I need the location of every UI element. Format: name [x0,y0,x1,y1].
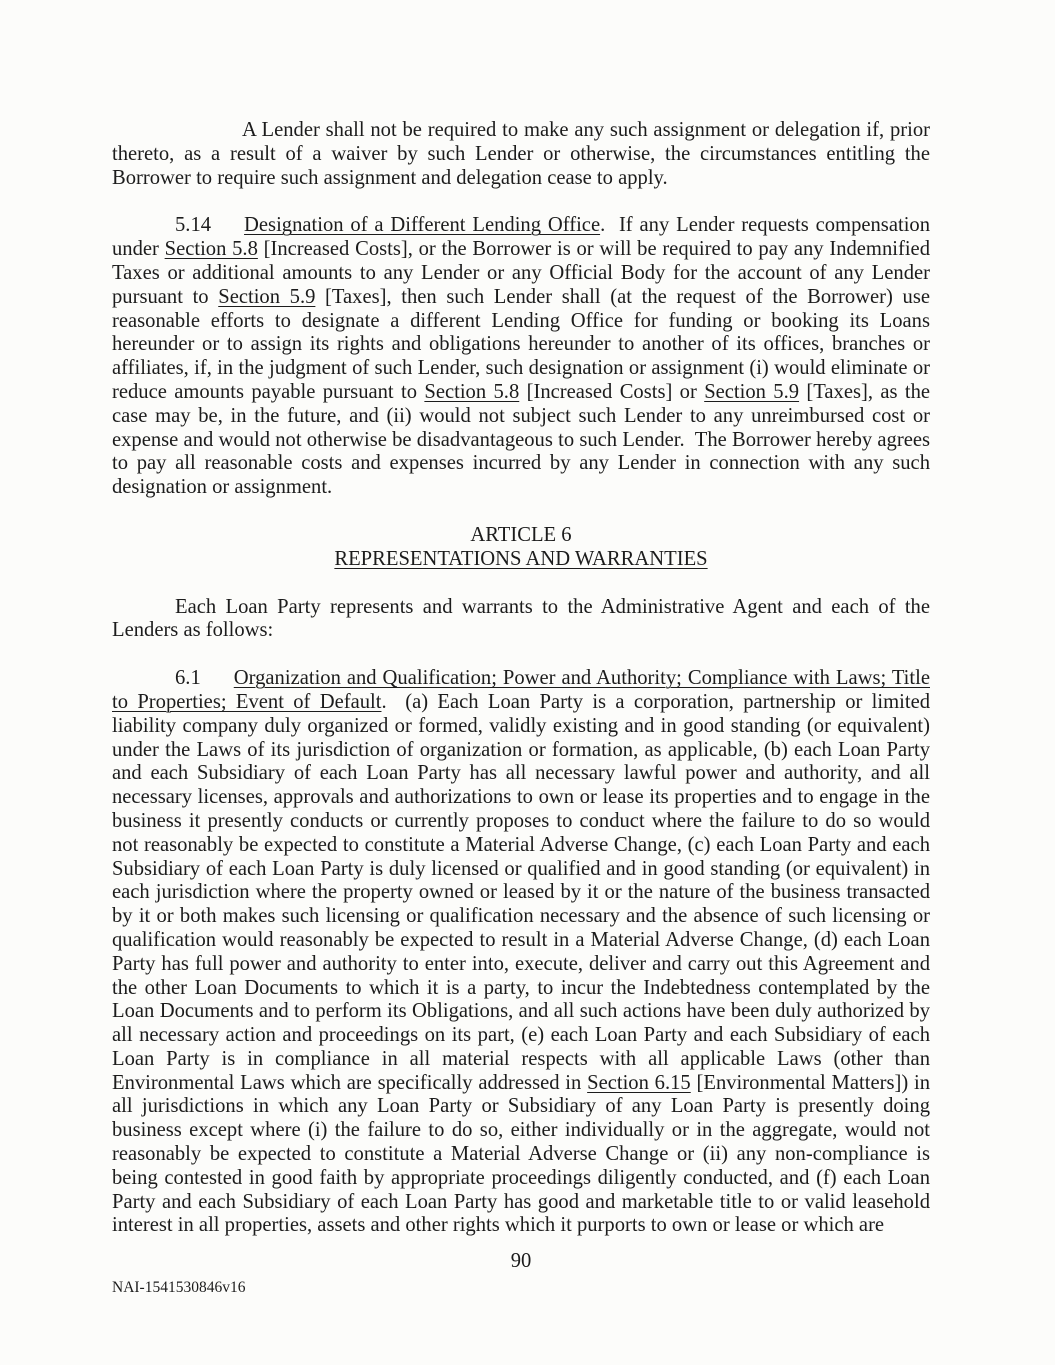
paragraph-lender-assignment-waiver [112,119,930,190]
section-ref: Section 5.8 [424,380,520,403]
text-run: Each Loan Party represents and warrants to the Administrative Agent and each of the Lenders as follows: [112,595,930,642]
text-run: [Taxes], then such Lender shall (at the request of the Borrower) use reasonable efforts to designate a different Lending Office for funding or booking its Loans hereunder or to assign its rights and obligations hereunder to another of its offices, branches or affiliates, if, in the judgment of such Lender, such designation or assignment (i) would eliminate or reduce amounts payable pursuant to [112,285,930,403]
document-body [112,119,930,1238]
section-5-14-designation-lending-office [112,214,930,500]
text-run: A Lender shall not be required to make any such assignment or delegation if, prior thereto, as a result of a waiver by such Lender or otherwise, the circumstances entitling the Borrower to require such assignment and delegation cease to apply. [112,119,930,189]
section-ref: Section 5.9 [704,380,800,403]
article-6-lead-in-paragraph [112,596,930,644]
section-title: Designation of a Different Lending Office [244,214,601,237]
section-ref: Section 5.8 [164,238,258,261]
article-6-title-heading [112,548,930,572]
document-id-stamp: NAI-1541530846v16 [112,1279,246,1296]
article-6-number-heading [112,524,930,548]
text-run: . If any Lender requests compensation under [112,214,931,261]
article-title: REPRESENTATIONS AND WARRANTIES [334,547,708,570]
text-run: [Taxes], as the case may be, in the future, and (ii) would not subject such Lender to any unreimbursed cost or expense and would not otherwise be disadvantageous to such Lender. The Borrower hereby agrees to pay all reasonable costs and expenses incurred by any Lender in connection with any such designation or assignment. [112,380,931,499]
section-number: 5.14 [175,214,212,237]
text-run: [Environmental Matters]) in all jurisdictions in which any Loan Party or Subsidiary of any Loan Party is presently doing business except where (i) the failure to do so, either individually or in the aggregate, would not reasonably be expected to constitute a Material Adverse Change or (ii) any non-compliance is being contested in good faith by appropriate proceedings diligently conducted, and (f) each Loan Party and each Subsidiary of each Loan Party has good and marketable title to or valid leasehold interest in all properties, assets and other rights which it purports to own or lease or which are [112,1071,930,1237]
section-ref: Section 5.9 [218,285,316,308]
section-ref: Section 6.15 [587,1071,691,1094]
text-run: [Increased Costs] or [519,380,705,403]
text-run: [Increased Costs], or the Borrower is or will be required to pay any Indemnified Taxes or additional amounts to any Lender or any Official Body for the account of any Lender pursuant to [112,238,930,308]
section-title: Organization and Qualification; Power and Authority; Compliance with Laws; Title to Properties; Event of Default [112,667,930,713]
page-number: 90 [510,1250,532,1272]
section-number: 6.1 [175,667,201,690]
text-run: . (a) Each Loan Party is a corporation, partnership or limited liability company duly organized or formed, validly existing and in good standing (or equivalent) under the Laws of its jurisdiction of organization or formation, as applicable, (b) each Loan Party and each Subsidiary of each Loan Party has all necessary lawful power and authority, and all necessary licenses, approvals and authorizations to own or lease its properties and to engage in the business it presently conducts or currently proposes to conduct where the failure to do so would not reasonably be expected to constitute a Material Adverse Change, (c) each Loan Party and each Subsidiary of each Loan Party is duly licensed or qualified and in good standing (or equivalent) in each jurisdiction where the property owned or leased by it or the nature of the business transacted by it or both makes such licensing or qualification necessary and the absence of such licensing or qualification would reasonably be expected to result in a Material Adverse Change, (d) each Loan Party has full power and authority to enter into, execute, deliver and carry out this Agreement and the other Loan Documents to which it is a party, to incur the Indebtedness contemplated by the Loan Documents and to perform its Obligations, and all such actions have been duly authorized by all necessary action and proceedings on its part, (e) each Loan Party and each Subsidiary of each Loan Party is in compliance in all material respects with all applicable Laws (other than Environmental Laws which are specifically addressed in [112,690,931,1094]
section-6-1-organization-qualification [112,667,930,1238]
article-number: ARTICLE 6 [470,523,572,546]
